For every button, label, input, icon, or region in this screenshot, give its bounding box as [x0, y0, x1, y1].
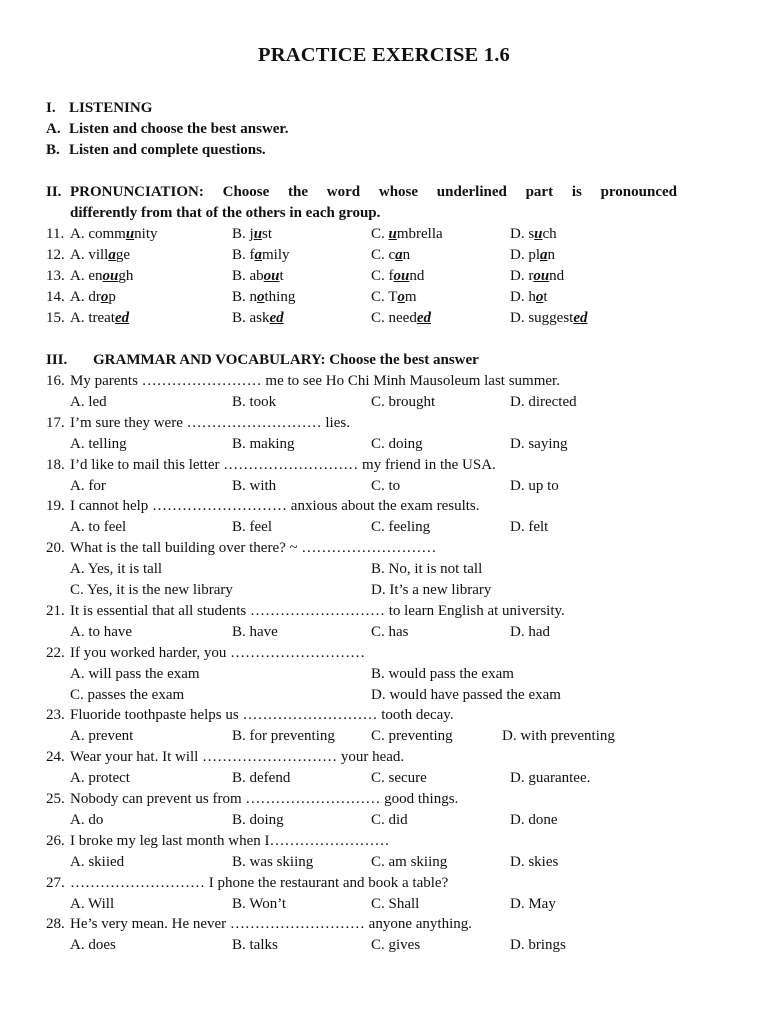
- answer-option[interactable]: D. done: [510, 811, 558, 828]
- question-text: If you worked harder, you ………………………: [70, 644, 366, 661]
- underlined-part: ou: [102, 268, 119, 284]
- answer-option[interactable]: B. feel: [232, 519, 272, 536]
- option-text: A. vill: [70, 247, 109, 263]
- answer-option[interactable]: [70, 224, 158, 244]
- underlined-part: u: [388, 226, 397, 242]
- options-row: [0, 852, 768, 872]
- answer-option[interactable]: [371, 308, 431, 328]
- options-row: [0, 392, 768, 412]
- question-number: 13.: [46, 268, 65, 284]
- section-number: III.: [46, 352, 68, 368]
- options-row: [0, 434, 768, 454]
- answer-option[interactable]: A. Yes, it is tall: [70, 561, 163, 578]
- question-text: My parents …………………… me to see Ho Chi Minh Mausoleum last summer.: [70, 373, 560, 389]
- question-number: 21.: [46, 602, 65, 619]
- question-stem: [0, 789, 768, 809]
- options-row: [0, 685, 768, 705]
- option-text: mily: [262, 247, 290, 263]
- option-text: st: [262, 226, 273, 242]
- answer-option[interactable]: D. skies: [510, 853, 559, 870]
- options-row: [0, 935, 768, 955]
- options-row: [0, 726, 768, 746]
- question-stem: [0, 914, 768, 934]
- question-text: It is essential that all students ……………………… to learn English at university.: [70, 602, 565, 619]
- answer-option[interactable]: B. would pass the exam: [371, 665, 514, 682]
- pronunciation-question: [0, 245, 768, 265]
- underlined-part: o: [397, 289, 405, 305]
- answer-option[interactable]: D. up to: [510, 477, 559, 494]
- answer-option[interactable]: D. would have passed the exam: [371, 686, 561, 703]
- answer-option[interactable]: [510, 308, 588, 328]
- answer-option[interactable]: B. making: [232, 435, 295, 452]
- answer-option[interactable]: [371, 266, 424, 286]
- question-stem: [0, 601, 768, 621]
- question-number: 22.: [46, 644, 65, 661]
- options-row: [0, 810, 768, 830]
- answer-option[interactable]: B. defend: [232, 770, 291, 787]
- answer-option[interactable]: [371, 224, 443, 244]
- section-title: GRAMMAR AND VOCABULARY: Choose the best answer: [93, 352, 479, 368]
- option-text: n: [402, 247, 411, 263]
- question-stem: [0, 705, 768, 725]
- page-title: PRACTICE EXERCISE 1.6: [258, 44, 510, 66]
- answer-option[interactable]: A. do: [70, 811, 104, 828]
- answer-option[interactable]: C. secure: [371, 770, 427, 787]
- question-text: I’m sure they were ……………………… lies.: [70, 414, 350, 431]
- answer-option[interactable]: A. protect: [70, 770, 130, 787]
- option-text: D. h: [510, 289, 536, 305]
- options-row: [0, 768, 768, 788]
- question-text: Fluoride toothpaste helps us ……………………… tooth decay.: [70, 707, 454, 724]
- answer-option[interactable]: C. passes the exam: [70, 686, 185, 703]
- answer-option[interactable]: C. Shall: [371, 895, 420, 912]
- answer-option[interactable]: B. took: [232, 393, 277, 410]
- underlined-part: ou: [533, 268, 550, 284]
- question-number: 12.: [46, 247, 65, 263]
- answer-option[interactable]: [371, 287, 417, 307]
- pronunciation-heading: [0, 182, 768, 202]
- answer-option[interactable]: A. to have: [70, 623, 133, 640]
- answer-option[interactable]: D. It’s a new library: [371, 582, 492, 598]
- option-text: D. suggest: [510, 310, 574, 326]
- section-title-line2: differently from that of the others in each group.: [70, 205, 381, 221]
- answer-option[interactable]: D. May: [510, 895, 556, 912]
- question-number: 23.: [46, 707, 65, 724]
- question-text: I’d like to mail this letter ……………………… my friend in the USA.: [70, 456, 496, 473]
- item-text: Listen and complete questions.: [69, 142, 266, 158]
- option-text: gh: [118, 268, 134, 284]
- options-row: [0, 559, 768, 579]
- question-number: 11.: [46, 226, 65, 242]
- answer-option[interactable]: D. guarantee.: [510, 770, 591, 787]
- answer-option[interactable]: B. was skiing: [232, 853, 314, 870]
- question-number: 19.: [46, 498, 65, 515]
- answer-option[interactable]: C. to: [371, 477, 401, 494]
- options-row: [0, 894, 768, 914]
- question-number: 27.: [46, 874, 65, 891]
- answer-option[interactable]: D. felt: [510, 519, 549, 536]
- answer-option[interactable]: B. with: [232, 477, 277, 494]
- question-stem: [0, 496, 768, 516]
- question-number: 20.: [46, 540, 65, 557]
- answer-option[interactable]: A. will pass the exam: [70, 665, 200, 682]
- options-row: [0, 580, 768, 600]
- question-stem: [0, 747, 768, 767]
- answer-option[interactable]: [232, 224, 272, 244]
- option-text: A. dr: [70, 289, 101, 305]
- item-letter: B.: [46, 142, 60, 158]
- underlined-part: o: [535, 289, 544, 305]
- answer-option[interactable]: C. feeling: [371, 519, 431, 536]
- pronunciation-question: [0, 287, 768, 307]
- answer-option[interactable]: B. doing: [232, 811, 284, 828]
- answer-option[interactable]: C. gives: [371, 937, 421, 954]
- question-text: I cannot help ……………………… anxious about the exam results.: [70, 498, 480, 515]
- section-number: I.: [46, 100, 56, 116]
- question-number: 25.: [46, 791, 65, 807]
- answer-option[interactable]: [232, 308, 284, 328]
- option-text: C. need: [371, 310, 417, 326]
- answer-option[interactable]: D. brings: [510, 937, 566, 954]
- option-text: m: [404, 289, 417, 305]
- options-row: [0, 517, 768, 537]
- section-title: LISTENING: [69, 100, 153, 116]
- pronunciation-question: [0, 308, 768, 328]
- answer-option[interactable]: B. talks: [232, 937, 278, 954]
- answer-option[interactable]: [232, 266, 284, 286]
- answer-option[interactable]: C. Yes, it is the new library: [70, 582, 233, 598]
- question-number: 17.: [46, 414, 65, 431]
- answer-option[interactable]: A. telling: [70, 435, 127, 452]
- option-text: A. comm: [70, 226, 126, 242]
- option-text: C. T: [371, 289, 398, 305]
- answer-option[interactable]: D. with preventing: [502, 728, 615, 745]
- option-text: nd: [409, 268, 425, 284]
- answer-option[interactable]: [371, 245, 410, 265]
- listening-heading: [46, 98, 152, 118]
- underlined-part: ed: [416, 310, 431, 326]
- underlined-part: a: [254, 247, 262, 263]
- question-text: I broke my leg last month when I……………………: [70, 832, 390, 849]
- option-text: mbrella: [396, 226, 443, 242]
- pronunciation-question: [0, 266, 768, 286]
- question-stem: [0, 538, 768, 558]
- question-number: 24.: [46, 749, 65, 766]
- answer-option[interactable]: D. saying: [510, 435, 568, 452]
- option-text: thing: [264, 289, 296, 305]
- underlined-part: a: [108, 247, 116, 263]
- option-text: B. j: [232, 226, 254, 242]
- question-number: 26.: [46, 832, 65, 849]
- question-text: Nobody can prevent us from ……………………… good things.: [70, 791, 459, 807]
- option-text: A. en: [70, 268, 103, 284]
- underlined-part: u: [534, 226, 543, 242]
- answer-option[interactable]: A. led: [70, 393, 107, 410]
- section-title-line1: PRONUNCIATION: Choose the word whose underlined part is pronounced: [70, 184, 677, 200]
- answer-option[interactable]: [70, 287, 116, 307]
- underlined-part: o: [100, 289, 109, 305]
- answer-option[interactable]: [510, 287, 548, 307]
- question-text: He’s very mean. He never ……………………… anyone anything.: [70, 916, 472, 933]
- underlined-part: ed: [269, 310, 284, 326]
- question-stem: [0, 455, 768, 475]
- underlined-part: ou: [393, 268, 410, 284]
- answer-option[interactable]: B. have: [232, 623, 278, 640]
- option-text: A. treat: [70, 310, 115, 326]
- option-text: D. pl: [510, 247, 540, 263]
- item-text: Listen and choose the best answer.: [69, 121, 289, 137]
- grammar-heading: [46, 350, 479, 370]
- option-text: D. s: [510, 226, 535, 242]
- answer-option[interactable]: C. did: [371, 811, 408, 828]
- option-text: C. f: [371, 268, 394, 284]
- underlined-part: a: [540, 247, 548, 263]
- underlined-part: ed: [573, 310, 588, 326]
- answer-option[interactable]: B. Won’t: [232, 895, 287, 912]
- option-text: nity: [134, 226, 158, 242]
- question-text: What is the tall building over there? ~ ………………………: [70, 540, 437, 557]
- answer-option[interactable]: D. had: [510, 623, 550, 640]
- answer-option[interactable]: [510, 266, 564, 286]
- underlined-part: ou: [263, 268, 280, 284]
- answer-option[interactable]: [232, 287, 295, 307]
- option-text: nd: [549, 268, 565, 284]
- option-text: D. r: [510, 268, 534, 284]
- question-stem: [0, 413, 768, 433]
- option-text: C. c: [371, 247, 396, 263]
- answer-option[interactable]: B. for preventing: [232, 728, 335, 745]
- answer-option[interactable]: A. for: [70, 477, 106, 494]
- answer-option[interactable]: A. to feel: [70, 519, 127, 536]
- answer-option[interactable]: C. has: [371, 623, 409, 640]
- answer-option[interactable]: B. No, it is not tall: [371, 561, 483, 578]
- option-text: n: [547, 247, 555, 263]
- question-number: 15.: [46, 310, 65, 326]
- options-row: [0, 664, 768, 684]
- question-number: 16.: [46, 373, 65, 389]
- pronunciation-question: [0, 224, 768, 244]
- answer-option[interactable]: A. skiied: [70, 853, 125, 870]
- question-number: 28.: [46, 916, 65, 933]
- question-stem: [0, 831, 768, 851]
- section-number: II.: [46, 184, 62, 200]
- option-text: B. n: [232, 289, 258, 305]
- answer-option[interactable]: C. preventing: [371, 728, 453, 745]
- question-text: ……………………… I phone the restaurant and book a table?: [70, 874, 449, 891]
- option-text: p: [108, 289, 116, 305]
- underlined-part: o: [257, 289, 265, 305]
- underlined-part: a: [395, 247, 403, 263]
- question-number: 18.: [46, 456, 65, 473]
- answer-option[interactable]: [70, 266, 133, 286]
- option-text: ge: [115, 247, 131, 263]
- question-text: Wear your hat. It will ……………………… your head.: [70, 749, 405, 766]
- answer-option[interactable]: [510, 245, 555, 265]
- listening-item-a: [46, 119, 288, 139]
- option-text: B. ask: [232, 310, 270, 326]
- option-text: B. f: [232, 247, 255, 263]
- question-stem: [0, 371, 768, 391]
- options-row: [0, 622, 768, 642]
- answer-option[interactable]: D. directed: [510, 393, 577, 410]
- answer-option[interactable]: A. prevent: [70, 728, 134, 745]
- underlined-part: u: [125, 226, 135, 242]
- question-number: 14.: [46, 289, 65, 305]
- option-text: C.: [371, 226, 389, 242]
- answer-option[interactable]: [70, 308, 129, 328]
- answer-option[interactable]: [510, 224, 557, 244]
- answer-option[interactable]: [70, 245, 130, 265]
- options-row: [0, 476, 768, 496]
- option-text: t: [543, 289, 548, 305]
- item-letter: A.: [46, 121, 61, 137]
- listening-item-b: [46, 140, 266, 160]
- option-text: t: [279, 268, 284, 284]
- option-text: ch: [542, 226, 557, 242]
- answer-option[interactable]: C. am skiing: [371, 853, 448, 870]
- answer-option[interactable]: A. Will: [70, 895, 115, 912]
- underlined-part: ed: [114, 310, 130, 326]
- option-text: B. ab: [232, 268, 264, 284]
- answer-option[interactable]: C. brought: [371, 393, 436, 410]
- underlined-part: u: [253, 226, 263, 242]
- answer-option[interactable]: [232, 245, 290, 265]
- question-stem: [0, 873, 768, 893]
- answer-option[interactable]: C. doing: [371, 435, 423, 452]
- question-stem: [0, 643, 768, 663]
- answer-option[interactable]: A. does: [70, 937, 116, 954]
